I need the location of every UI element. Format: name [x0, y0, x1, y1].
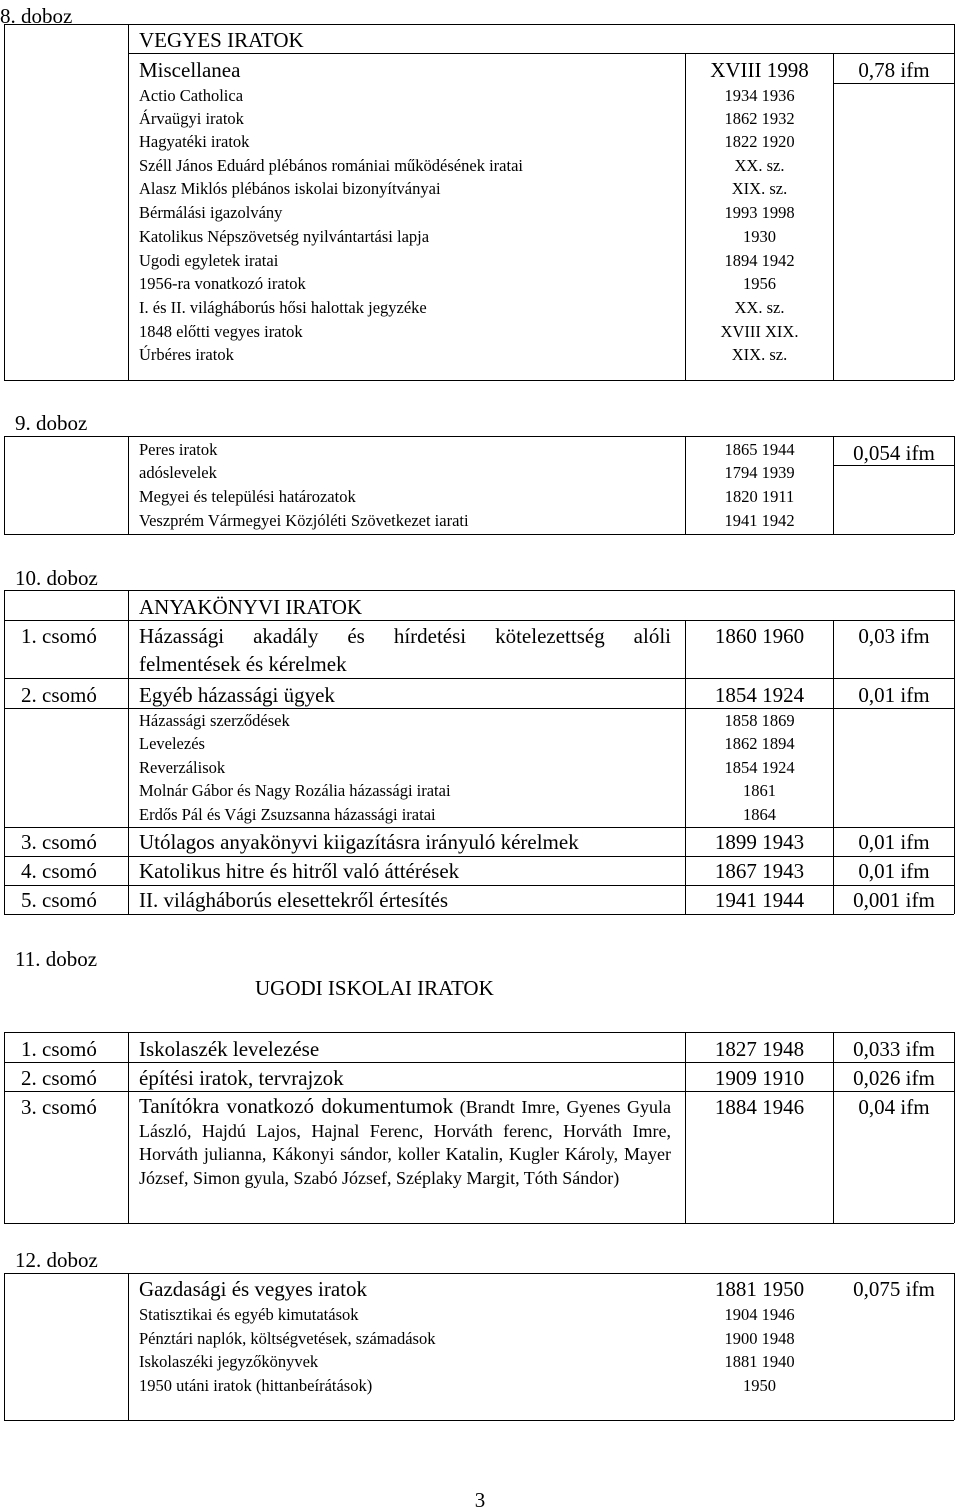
box-8-label: 8. doboz [0, 4, 73, 28]
list-item-date: 1854 1924 [724, 758, 795, 777]
box-8-main-date: XVIII 1998 [710, 58, 809, 82]
box-8-main-title: Miscellanea [139, 58, 241, 82]
list-item-date: 1865 1944 [724, 440, 795, 459]
bundle-title-block [139, 1095, 671, 1190]
bundle-title: Katolikus hitre és hitről való áttérések [139, 859, 460, 883]
list-item-title: Veszprém Vármegyei Közjóléti Szövetkezet iarati [139, 511, 469, 530]
list-item-title: 1848 előtti vegyes iratok [139, 322, 303, 341]
list-item-title: Árvaügyi iratok [139, 109, 244, 128]
bundle-number: 4. csomó [21, 859, 97, 883]
list-item-title: Házassági szerződések [139, 711, 290, 730]
list-item-date: XIX. sz. [731, 179, 788, 198]
bundle-size: 0,04 ifm [858, 1095, 930, 1119]
list-item-date: 1900 1948 [724, 1329, 795, 1348]
list-item-title: Reverzálisok [139, 758, 226, 777]
bundle-number: 3. csomó [21, 830, 97, 854]
bundle-date: 1884 1946 [714, 1095, 805, 1119]
list-item-title: Hagyatéki iratok [139, 132, 250, 151]
list-item-title: Molnár Gábor és Nagy Rozália házassági iratai [139, 781, 451, 800]
list-item-title: Pénztári naplók, költségvetések, számadások [139, 1329, 436, 1348]
bundle-title-continued: felmentések és kérelmek [139, 652, 347, 676]
bundle-number: 2. csomó [21, 683, 97, 707]
list-item-date: XVIII XIX. [720, 322, 799, 341]
box-12-main-title: Gazdasági és vegyes iratok [139, 1277, 367, 1301]
bundle-size: 0,033 ifm [853, 1037, 935, 1061]
list-item-date: 1862 1932 [724, 109, 795, 128]
bundle-size: 0,001 ifm [853, 888, 935, 912]
bundle-title: Utólagos anyakönyvi kiigazításra irányuló kérelmek [139, 830, 579, 854]
list-item-date: 1861 [743, 781, 776, 800]
list-item-title: Alasz Miklós plébános iskolai bizonyítványai [139, 179, 441, 198]
bundle-title: II. világháborús elesettekről értesítés [139, 888, 449, 912]
list-item-title: Bérmálási igazolvány [139, 203, 283, 222]
list-item-title: Megyei és települési határozatok [139, 487, 356, 506]
list-item-title: Úrbéres iratok [139, 345, 234, 364]
list-item-title: 1956-ra vonatkozó iratok [139, 274, 306, 293]
bundle-title: Egyéb házassági ügyek [139, 683, 335, 707]
list-item-title: Ugodi egyletek iratai [139, 251, 279, 270]
bundle-title: építési iratok, tervrajzok [139, 1066, 344, 1090]
box-11-label: 11. doboz [15, 947, 98, 971]
bundle-size: 0,01 ifm [858, 859, 930, 883]
list-item-date: XX. sz. [734, 156, 785, 175]
list-item-date: 1930 [743, 227, 776, 246]
list-item-date: 1794 1939 [724, 463, 795, 482]
list-item-date: XX. sz. [734, 298, 785, 317]
bundle-date: 1854 1924 [714, 683, 805, 707]
box-8-title: VEGYES IRATOK [139, 28, 304, 52]
list-item-date: 1934 1936 [724, 86, 795, 105]
list-item-date: 1862 1894 [724, 734, 795, 753]
list-item-title: Katolikus Népszövetség nyilvántartási lapja [139, 227, 430, 246]
list-item-date: 1881 1940 [724, 1352, 795, 1371]
page-number: 3 [474, 1488, 486, 1512]
list-item-date: 1956 [743, 274, 776, 293]
list-item-date: 1941 1942 [724, 511, 795, 530]
bundle-date: 1867 1943 [714, 859, 805, 883]
bundle-size: 0,01 ifm [858, 683, 930, 707]
list-item-date: 1894 1942 [724, 251, 795, 270]
bundle-title: Házassági akadály és hírdetési kötelezettség alóli [139, 624, 671, 648]
box-12-main-date: 1881 1950 [714, 1277, 805, 1301]
list-item-title: I. és II. világháborús hősi halottak jegyzéke [139, 298, 427, 317]
list-item-date: XIX. sz. [731, 345, 788, 364]
list-item-title: adóslevelek [139, 463, 217, 482]
box-8-main-size: 0,78 ifm [858, 58, 930, 82]
list-item-title: 1950 utáni iratok (hittanbeírátások) [139, 1376, 373, 1395]
box-10-title: ANYAKÖNYVI IRATOK [139, 595, 363, 619]
bundle-size: 0,03 ifm [858, 624, 930, 648]
bundle-number: 3. csomó [21, 1095, 97, 1119]
bundle-number: 2. csomó [21, 1066, 97, 1090]
bundle-number: 1. csomó [21, 624, 97, 648]
list-item-title: Iskolaszéki jegyzőkönyvek [139, 1352, 319, 1371]
list-item-title: Peres iratok [139, 440, 218, 459]
bundle-date: 1860 1960 [714, 624, 805, 648]
box-10-label: 10. doboz [15, 566, 98, 590]
box-9-label: 9. doboz [15, 411, 88, 435]
bundle-names: (Brandt Imre, Gyenes Gyula László, Hajdú Lajos, Hajnal Ferenc, Horváth ferenc, Horváth Imre, Horváth julianna, Kákonyi sándor, koller Katalin, Kugler Károly, Mayer József, Simon gyula, Szabó József, Széplaky Margit, Tóth Sándor) [139, 1097, 672, 1188]
bundle-date: 1899 1943 [714, 830, 805, 854]
bundle-number: 1. csomó [21, 1037, 97, 1061]
list-item-title: Levelezés [139, 734, 205, 753]
list-item-date: 1993 1998 [724, 203, 795, 222]
box-12-main-size: 0,075 ifm [853, 1277, 935, 1301]
list-item-title: Actio Catholica [139, 86, 244, 105]
list-item-date: 1858 1869 [724, 711, 795, 730]
bundle-size: 0,026 ifm [853, 1066, 935, 1090]
list-item-title: Erdős Pál és Vági Zsuzsanna házassági iratai [139, 805, 436, 824]
bundle-title: Iskolaszék levelezése [139, 1037, 320, 1061]
list-item-date: 1864 [743, 805, 776, 824]
list-item-date: 1904 1946 [724, 1305, 795, 1324]
bundle-title: Tanítókra vonatkozó dokumentumok [139, 1094, 454, 1118]
list-item-date: 1822 1920 [724, 132, 795, 151]
bundle-number: 5. csomó [21, 888, 97, 912]
list-item-title: Széll János Eduárd plébános romániai működésének iratai [139, 156, 523, 175]
list-item-title: Statisztikai és egyéb kimutatások [139, 1305, 359, 1324]
list-item-date: 1820 1911 [724, 487, 795, 506]
bundle-date: 1827 1948 [714, 1037, 805, 1061]
bundle-date: 1909 1910 [714, 1066, 805, 1090]
bundle-date: 1941 1944 [714, 888, 805, 912]
bundle-size: 0,01 ifm [858, 830, 930, 854]
list-item-date: 1950 [743, 1376, 776, 1395]
box-11-title: UGODI ISKOLAI IRATOK [255, 976, 494, 1000]
box-9-size: 0,054 ifm [853, 441, 935, 465]
box-12-label: 12. doboz [15, 1248, 98, 1272]
